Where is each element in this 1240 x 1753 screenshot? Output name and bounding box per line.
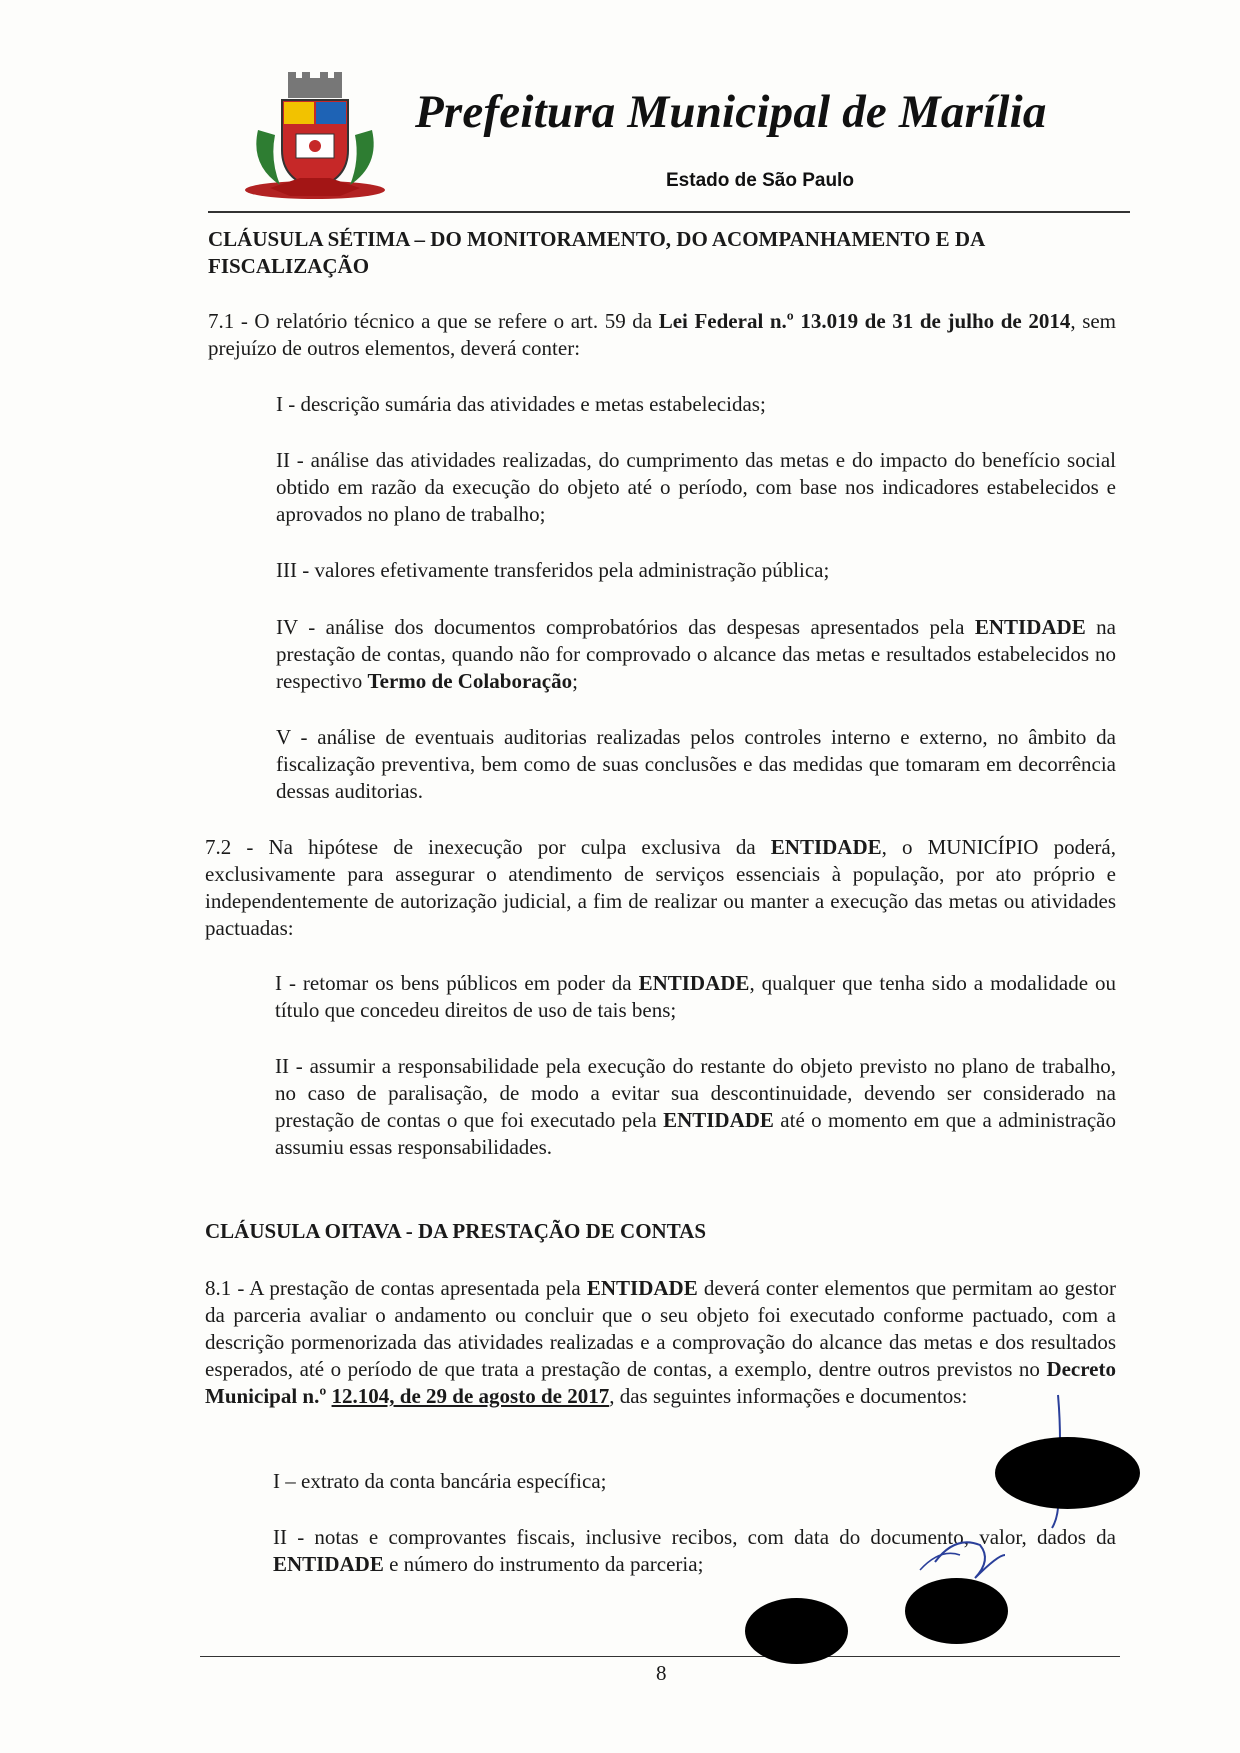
- item-7-2-ii: [275, 1053, 1116, 1161]
- org-subtitle: Estado de São Paulo: [666, 170, 854, 191]
- item-8-1-ii-text: II - notas e comprovantes fiscais, inclusive recibos, com data do documento, valor, dados da: [273, 1525, 1116, 1549]
- item-7-1-iv-text: IV - análise dos documentos comprobatórios das despesas apresentados pela: [276, 615, 975, 639]
- redaction-mark: [995, 1437, 1140, 1509]
- item-7-1-iv-suffix: ;: [572, 669, 578, 693]
- item-7-2-i-text: I - retomar os bens públicos em poder da: [275, 971, 639, 995]
- item-8-1-ii: [273, 1524, 1116, 1578]
- item-7-1-iv-middle: na prestação de contas, quando não for comprovado o alcance das metas e resultados estabelecidos no respectivo: [276, 615, 1116, 693]
- paragraph-7-1: [208, 308, 1116, 362]
- paragraph-7-2-text: 7.2 - Na hipótese de inexecução por culpa exclusiva da: [205, 835, 771, 859]
- clause-8-heading: CLÁUSULA OITAVA - DA PRESTAÇÃO DE CONTAS: [205, 1219, 706, 1243]
- paragraph-7-2: [205, 834, 1116, 942]
- item-7-1-v: V - análise de eventuais auditorias realizadas pelos controles interno e externo, no âmbito da fiscalização preventiva, bem como de suas conclusões e das medidas que tomaram em decorrência dessas auditorias.: [276, 725, 1116, 803]
- item-7-2-i: [275, 970, 1116, 1024]
- collaboration-term: Termo de Colaboração: [367, 669, 573, 693]
- clause-7-heading-line-2: FISCALIZAÇÃO: [208, 254, 370, 278]
- org-title: Prefeitura Municipal de Marília: [415, 86, 1047, 138]
- entity-term: ENTIDADE: [586, 1276, 698, 1300]
- entity-term: ENTIDADE: [663, 1108, 774, 1132]
- redaction-mark: [745, 1598, 848, 1664]
- decree-reference-underlined: 12.104, de 29 de agosto de 2017: [331, 1384, 610, 1408]
- entity-term: ENTIDADE: [770, 835, 882, 859]
- redaction-mark: [905, 1578, 1008, 1644]
- item-7-1-i: I - descrição sumária das atividades e metas estabelecidas;: [276, 392, 766, 416]
- item-7-1-ii: II - análise das atividades realizadas, do cumprimento das metas e do impacto do benefício social obtido em razão da execução do objeto até o período, com base nos indicadores estabelecidos e aprovados no plano de trabalho;: [276, 448, 1116, 526]
- entity-term: ENTIDADE: [974, 615, 1086, 639]
- municipal-crest-icon: [240, 70, 390, 205]
- entity-term: ENTIDADE: [273, 1552, 384, 1576]
- item-7-1-iii: III - valores efetivamente transferidos pela administração pública;: [276, 558, 830, 582]
- page-number: 8: [656, 1661, 667, 1685]
- item-7-2-i-suffix: , qualquer que tenha sido a modalidade ou título que concedeu direitos de uso de tais bens;: [275, 971, 1116, 1022]
- item-8-1-ii-suffix: e número do instrumento da parceria;: [383, 1552, 704, 1576]
- decree-reference: Decreto Municipal n.º: [205, 1357, 1116, 1408]
- header-divider: [208, 211, 1130, 213]
- paragraph-8-1-suffix: , das seguintes informações e documentos:: [609, 1384, 968, 1408]
- paragraph-7-1-text: 7.1 - O relatório técnico a que se refere o art. 59 da: [208, 309, 659, 333]
- paragraph-8-1: [205, 1275, 1116, 1410]
- law-reference: Lei Federal n.º 13.019 de 31 de julho de 2014: [658, 309, 1071, 333]
- paragraph-7-2-suffix: , o MUNICÍPIO poderá, exclusivamente para assegurar o atendimento de serviços essenciais à população, por ato próprio e independentemente de autorização judicial, a fim de realizar ou manter a execução das metas ou atividades pactuadas:: [205, 835, 1116, 940]
- paragraph-7-1-suffix: , sem prejuízo de outros elementos, deverá conter:: [208, 309, 1117, 360]
- clause-7-heading: [208, 226, 1128, 280]
- item-8-1-i: I – extrato da conta bancária específica;: [273, 1469, 607, 1493]
- entity-term: ENTIDADE: [638, 971, 750, 995]
- paragraph-8-1-text: 8.1 - A prestação de contas apresentada pela: [205, 1276, 587, 1300]
- item-7-2-ii-text: II - assumir a responsabilidade pela execução do restante do objeto previsto no plano de trabalho, no caso de paralisação, de modo a evitar sua descontinuidade, devendo ser considerado na prestação de contas o que foi executado pela: [275, 1054, 1116, 1132]
- item-7-1-iv: [276, 614, 1116, 695]
- clause-7-heading-line-1: CLÁUSULA SÉTIMA – DO MONITORAMENTO, DO ACOMPANHAMENTO E DA: [208, 227, 986, 251]
- item-7-2-ii-suffix: até o momento em que a administração assumiu essas responsabilidades.: [275, 1108, 1116, 1159]
- footer-divider: [200, 1656, 1120, 1657]
- paragraph-8-1-middle: deverá conter elementos que permitam ao gestor da parceria avaliar o andamento ou concluir que o seu objeto foi executado conforme pactuado, com a descrição pormenorizada das atividades realizadas e a comprovação do alcance das metas e dos resultados esperados, até o período de que trata a prestação de contas, a exemplo, dentre outros previstos no: [205, 1276, 1116, 1381]
